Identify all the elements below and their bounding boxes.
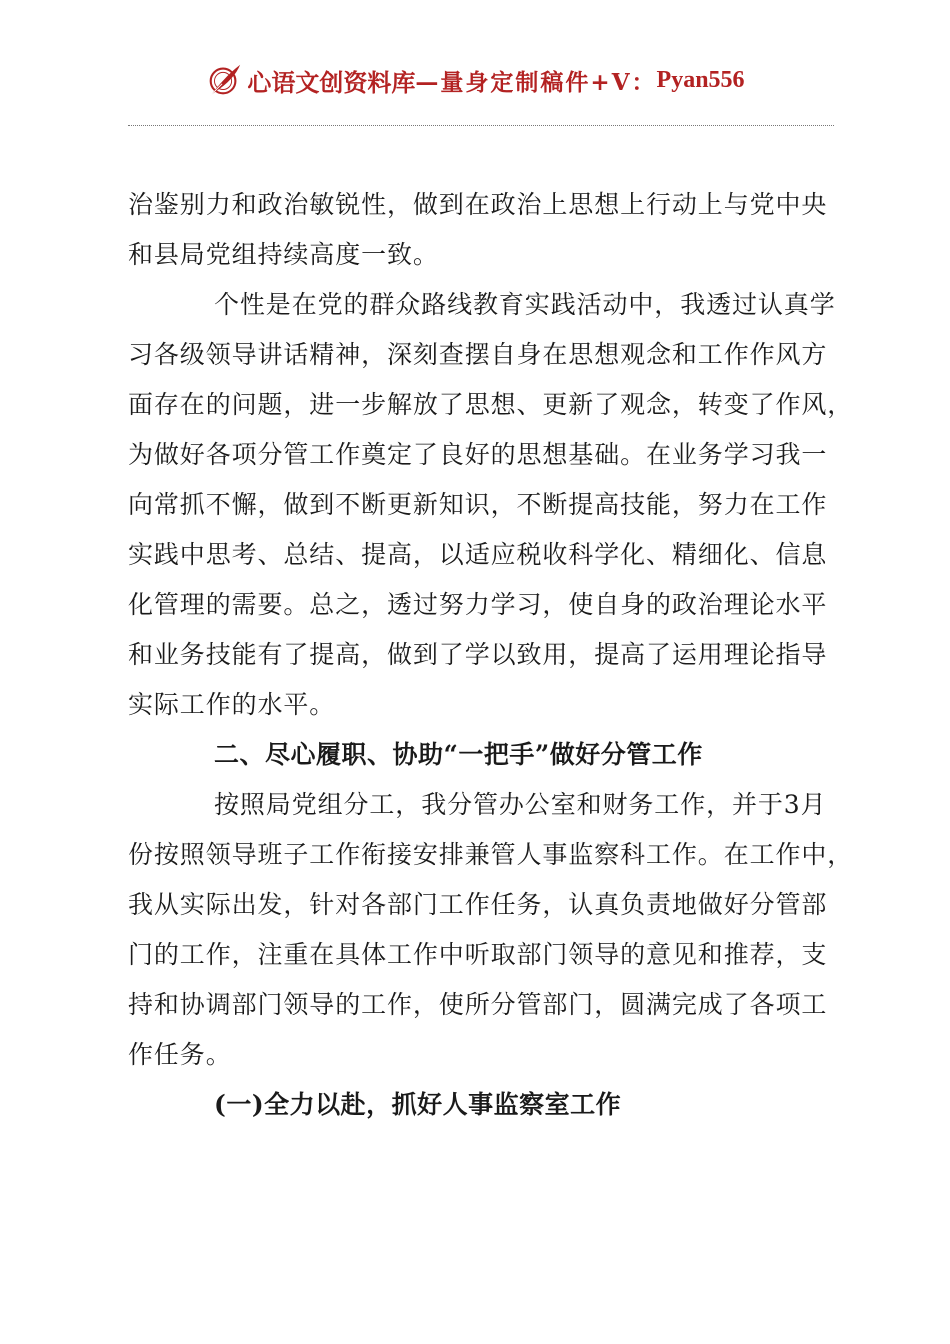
paragraph-line: 个性是在党的群众路线教育实践活动中，我透过认真学: [214, 290, 836, 319]
document-body: [128, 180, 854, 1130]
header-brand: 心语文创资料库: [247, 67, 416, 97]
paragraph-line: 治鉴别力和政治敏锐性，做到在政治上思想上行动上与党中央: [128, 190, 828, 219]
paragraph-line: 实践中思考、总结、提高，以适应税收科学化、精细化、信息: [128, 540, 828, 569]
header-divider: [128, 125, 834, 126]
subsection-heading: (一)全力以赴，抓好人事监察室工作: [214, 1090, 622, 1119]
paragraph-line: 向常抓不懈，做到不断更新知识，不断提高技能，努力在工作: [128, 490, 828, 519]
paragraph-line: 习各级领导讲话精神，深刻查摆自身在思想观念和工作作风方: [128, 340, 828, 369]
paragraph-line: 作任务。: [128, 1040, 232, 1069]
paragraph-line: 门的工作，注重在具体工作中听取部门领导的意见和推荐，支: [128, 940, 828, 969]
paragraph-line: 和县局党组持续高度一致。: [128, 240, 439, 269]
header-contact: Pyan556: [656, 66, 745, 93]
header-slogan: —量身定制稿件+V：: [415, 68, 657, 96]
paragraph-line: 为做好各项分管工作奠定了良好的思想基础。在业务学习我一: [128, 440, 828, 469]
paragraph-line: 我从实际出发，针对各部门工作任务，认真负责地做好分管部: [128, 890, 828, 919]
paragraph-line: 和业务技能有了提高，做到了学以致用，提高了运用理论指导: [128, 640, 828, 669]
paragraph-line: 实际工作的水平。: [128, 690, 336, 719]
paragraph-line: 持和协调部门领导的工作，使所分管部门，圆满完成了各项工: [128, 990, 828, 1019]
quill-pen-logo-icon: [205, 61, 243, 99]
paragraph-line: 化管理的需要。总之，透过努力学习，使自身的政治理论水平: [128, 590, 828, 619]
paragraph-line: 份按照领导班子工作衔接安排兼管人事监察科工作。在工作中，: [128, 840, 854, 869]
paragraph-line: 面存在的问题，进一步解放了思想、更新了观念，转变了作风，: [128, 390, 854, 419]
section-heading: 二、尽心履职、协助“一把手”做好分管工作: [214, 740, 703, 769]
page-header: [0, 56, 950, 104]
paragraph-line: 按照局党组分工，我分管办公室和财务工作，并于3月: [214, 790, 827, 819]
